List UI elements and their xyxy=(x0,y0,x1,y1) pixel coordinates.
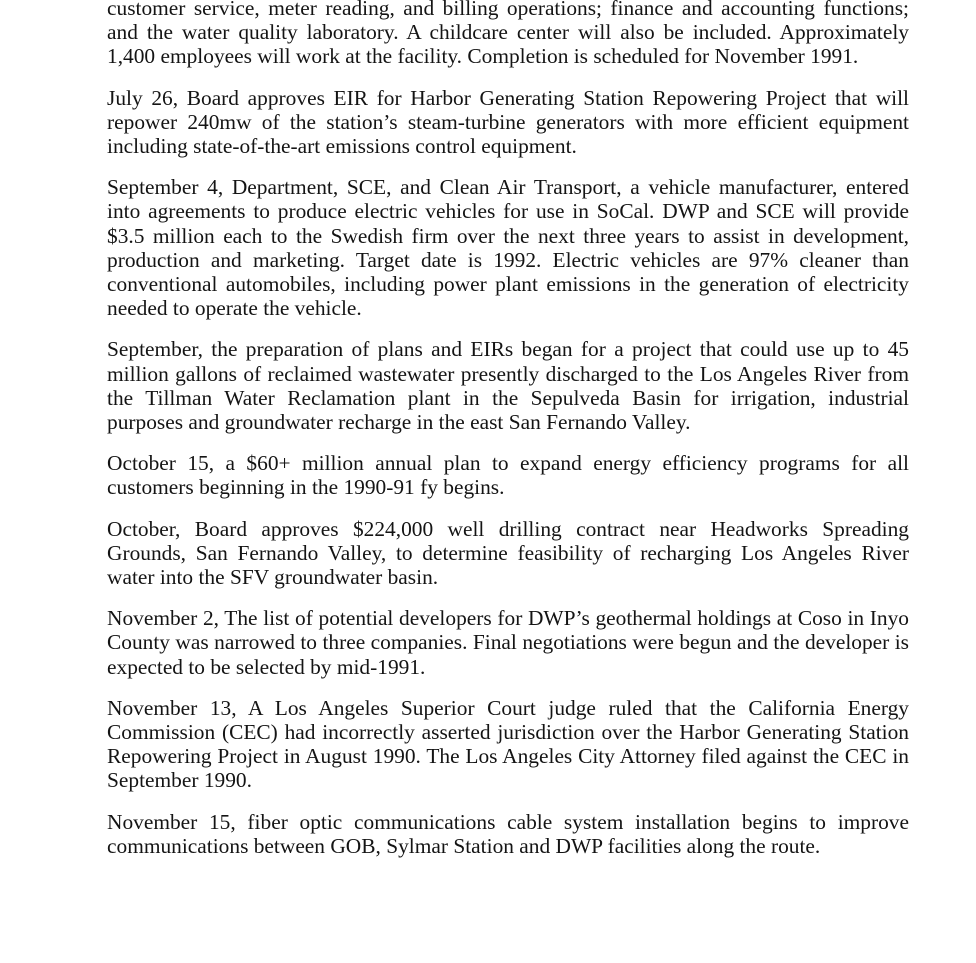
paragraph-energy-efficiency: October 15, a $60+ million annual plan to expand energy efficiency programs for all customers beginning in the 1990-91 fy begins. xyxy=(107,451,909,500)
paragraph-reclaimed-wastewater: September, the preparation of plans and EIRs began for a project that could use up to 45 million gallons of reclaimed wastewater presently discharged to the Los Angeles River from the Tillman Water Reclamation plant in the Sepulveda Basin for irrigation, industrial purposes and groundwater recharge in the east San Fernando Valley. xyxy=(107,337,909,435)
document-page xyxy=(107,0,909,875)
paragraph-court-ruling: November 13, A Los Angeles Superior Court judge ruled that the California Energy Commission (CEC) had incorrectly asserted jurisdiction over the Harbor Generating Station Repowering Project in August 1990. The Los Angeles City Attorney filed against the CEC in September 1990. xyxy=(107,695,909,793)
paragraph-headquarters-facility: customer service, meter reading, and billing operations; finance and accounting functions; and the water quality laboratory. A childcare center will also be included. Approximately 1,400 employees will work at the facility. Completion is scheduled for November 1991. xyxy=(107,0,909,69)
paragraph-fiber-optic: November 15, fiber optic communications cable system installation begins to improve communications between GOB, Sylmar Station and DWP facilities along the route. xyxy=(107,809,909,858)
paragraph-well-drilling: October, Board approves $224,000 well drilling contract near Headworks Spreading Grounds, San Fernando Valley, to determine feasibility of recharging Los Angeles River water into the SFV groundwater basin. xyxy=(107,516,909,590)
paragraph-electric-vehicles: September 4, Department, SCE, and Clean Air Transport, a vehicle manufacturer, entered into agreements to produce electric vehicles for use in SoCal. DWP and SCE will provide $3.5 million each to the Swedish firm over the next three years to assist in development, production and marketing. Target date is 1992. Electric vehicles are 97% cleaner than conventional automobiles, including power plant emissions in the generation of electricity needed to operate the vehicle. xyxy=(107,175,909,321)
paragraph-geothermal-coso: November 2, The list of potential developers for DWP’s geothermal holdings at Coso in Inyo County was narrowed to three companies. Final negotiations were begun and the developer is expected to be selected by mid-1991. xyxy=(107,606,909,679)
paragraph-harbor-eir: July 26, Board approves EIR for Harbor Generating Station Repowering Project that will repower 240mw of the station’s steam-turbine generators with more efficient equipment including state-of-the-art emissions control equipment. xyxy=(107,85,909,159)
